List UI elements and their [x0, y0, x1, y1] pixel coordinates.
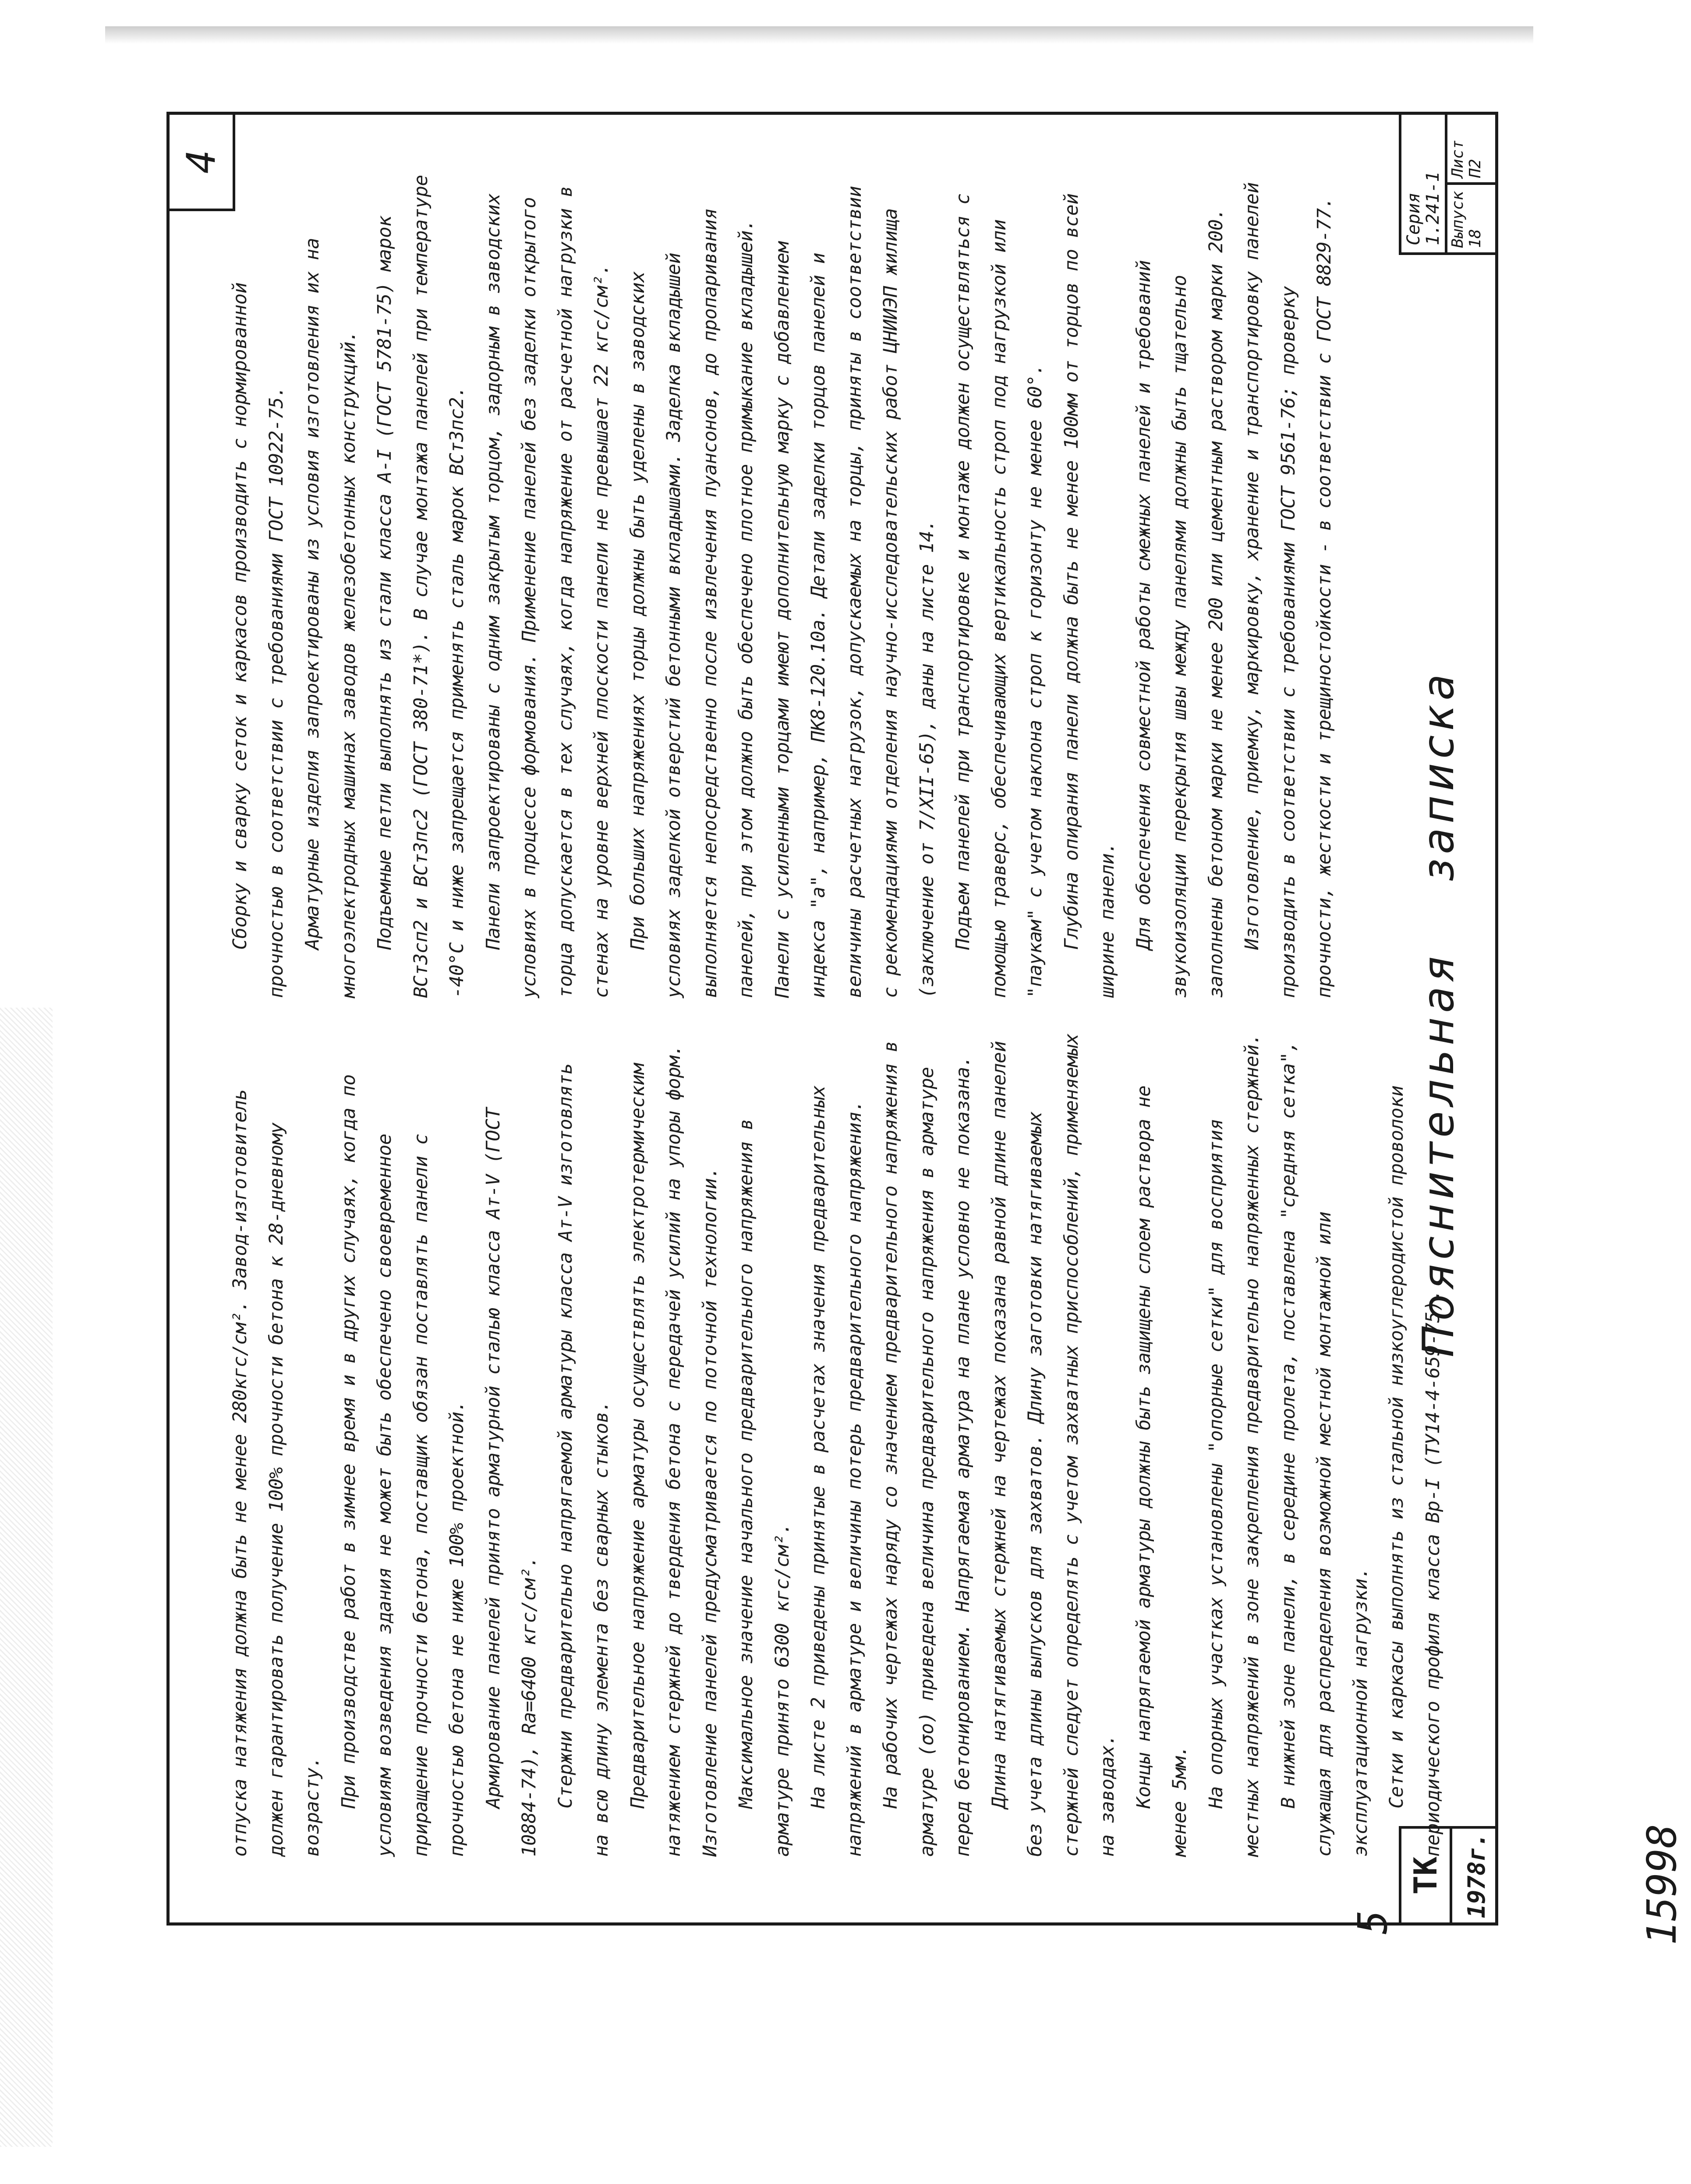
archive-page: 5: [1349, 1910, 1396, 1934]
paragraph: Арматурные изделия запроектированы из условия изготовления их на многоэлектродных машинах заводов железобетонных конструкций.: [301, 238, 360, 998]
title-word: записка: [1414, 669, 1464, 881]
document-title: [1414, 656, 1479, 1357]
stamp-code: ТК: [1401, 1829, 1452, 1922]
paragraph: отпуска натяжения должна быть не менее 280кгс/см². Завод-изготовитель должен гарантировать получение 100% прочности бетона к 28-дневному возрасту.: [229, 1089, 323, 1857]
paragraph: На рабочих чертежах наряду со значением предварительного напряжения в арматуре (σо) приведена величина предварительного напряжения в арматуре перед бетонированием. Напрягаемая арматура на плане условно не показана.: [880, 1041, 974, 1857]
sheet-value: П2: [1466, 159, 1484, 178]
left-text-column: [222, 1033, 1444, 1857]
paragraph: Для обеспечения совместной работы смежных панелей и требований звукоизоляции перекрытия швы между панелями должны быть тщательно заполнены бетоном марки не менее 200 или цементным раствором марки 200.: [1132, 208, 1227, 998]
paragraph: Глубина опирания панели должна быть не менее 100мм от торцов по всей ширине панели.: [1060, 193, 1118, 998]
paragraph: Армирование панелей принято арматурной сталью класса Ат-V (ГОСТ 10884-74), Ra=6400 кгс/см².: [482, 1108, 540, 1857]
issue-cell: [1447, 182, 1495, 252]
paragraph: Сетки и каркасы выполнять из стальной низкоуглеродистой проволоки периодического профиля класса Вр-I (ТУ14-4-659-75).: [1386, 1085, 1444, 1857]
issue-label: Выпуск: [1449, 191, 1467, 248]
paragraph: Панели запроектированы с одним закрытым торцом, задорным в заводских условиях в процессе формования. Применение панелей без заделки открытого торца допускается в тех случаях, когда напряжение от расчетной нагрузки в стенах на уровне верхней плоскости панели не превышает 22 кгс/см².: [482, 186, 612, 998]
paragraph: Концы напрягаемой арматуры должны быть защищены слоем раствора не менее 5мм.: [1132, 1085, 1191, 1857]
sheet-cell: [1447, 115, 1495, 182]
series-label: Серия 1.241-1: [1401, 115, 1447, 252]
title-word: Пояснительная: [1414, 952, 1464, 1357]
paragraph: Подъем панелей при транспортировке и монтаже должен осуществляться с помощью траверс, обеспечивающих вертикальность строп под нагрузкой или "паукам" с учетом наклона строп к горизонту не менее 60°.: [952, 193, 1046, 998]
stamp-year: 1978г.: [1462, 1833, 1490, 1919]
paragraph: На листе 2 приведены принятые в расчетах значения предварительных напряжений в арматуре и величины потерь предварительного напряжения.: [807, 1085, 866, 1857]
paragraph: Подъемные петли выполнять из стали класса А-I (ГОСТ 5781-75) марок ВСт3сп2 и ВСт3пс2 (ГОСТ 380-71*). В случае монтажа панелей при температуре -40°С и ниже запрещается применять сталь марок ВСт3пс2.: [374, 175, 468, 998]
sheet-label: Лист: [1449, 140, 1467, 178]
page-number: 4: [170, 115, 235, 211]
scan-shadow: [105, 26, 1533, 44]
paragraph: Изготовление, приемку, маркировку, хранение и транспортировку панелей производить в соответствии с требованиями ГОСТ 9561-76; проверку прочности, жесткости и трещиностойкости - в соответствии с ГОСТ 8829-77.: [1241, 182, 1335, 998]
paragraph: Максимальное значение начального предварительного напряжения в арматуре принято 6300 кгс/см².: [735, 1119, 793, 1857]
paragraph: Стержни предварительно напрягаемой арматуры класса Ат-V изготовлять на всю длину элемента без сварных стыков.: [554, 1063, 612, 1857]
paragraph: При больших напряжениях торцы должны быть уделены в заводских условиях заделкой отверстий бетонными вкладышами. Заделка вкладышей выполняется непосредственно после извлечения пуансонов, до пропаривания панелей, при этом должно быть обеспечено плотное примыкание вкладышей. Панели с усиленными торцами имеют дополнительную марку с добавлением индекса "а", например, ПК8-120.10а. Детали заделки торцов панелей и величины расчетных нагрузок, допускаемых на торцы, приняты в соответствии с рекомендациями отделения научно-исследовательских работ ЦНИИЭП жилища (заключение от 7/XII-65), даны на листе 14.: [626, 186, 938, 998]
paragraph: При производстве работ в зимнее время и в других случаях, когда по условиям возведения здания не может быть обеспечено своевременное приращение прочности бетона, поставщик обязан поставлять панели с прочностью бетона не ниже 100% проектной.: [337, 1074, 468, 1857]
right-text-column: [222, 174, 1370, 998]
paragraph: На опорных участках установлены "опорные сетки" для восприятия местных напряжений в зоне закрепления предварительно напряженных стержней.: [1205, 1034, 1263, 1857]
paragraph: Предварительное напряжение арматуры осуществлять электротермическим натяжением стержней до твердения бетона с передачей усилий на упоры форм. Изготовление панелей предусматривается по поточной технологии.: [626, 1044, 721, 1857]
issue-value: 18: [1466, 229, 1484, 248]
scan-noise: [0, 1008, 53, 2147]
paragraph: Длина натягиваемых стержней на чертежах показана равной длине панелей без учета длины выпусков для захватов. Длину заготовки натягиваемых стержней следует определять с учетом захватных приспособлений, применяемых на заводах.: [988, 1034, 1118, 1857]
title-stamp: [1399, 1826, 1495, 1922]
sheet-info-block: [1399, 115, 1495, 255]
paragraph: В нижней зоне панели, в середине пролета, поставлена "средняя сетка", служащая для распределения возможной местной монтажной или эксплуатационной нагрузки.: [1277, 1041, 1372, 1857]
rotated-content: [170, 115, 1495, 1922]
paragraph: Сборку и сварку сеток и каркасов производить с нормированной прочностью в соответствии с требованиями ГОСТ 10922-75.: [229, 282, 287, 998]
document-sheet: [170, 115, 1495, 1922]
archive-code: 15998: [1638, 1824, 1685, 1945]
